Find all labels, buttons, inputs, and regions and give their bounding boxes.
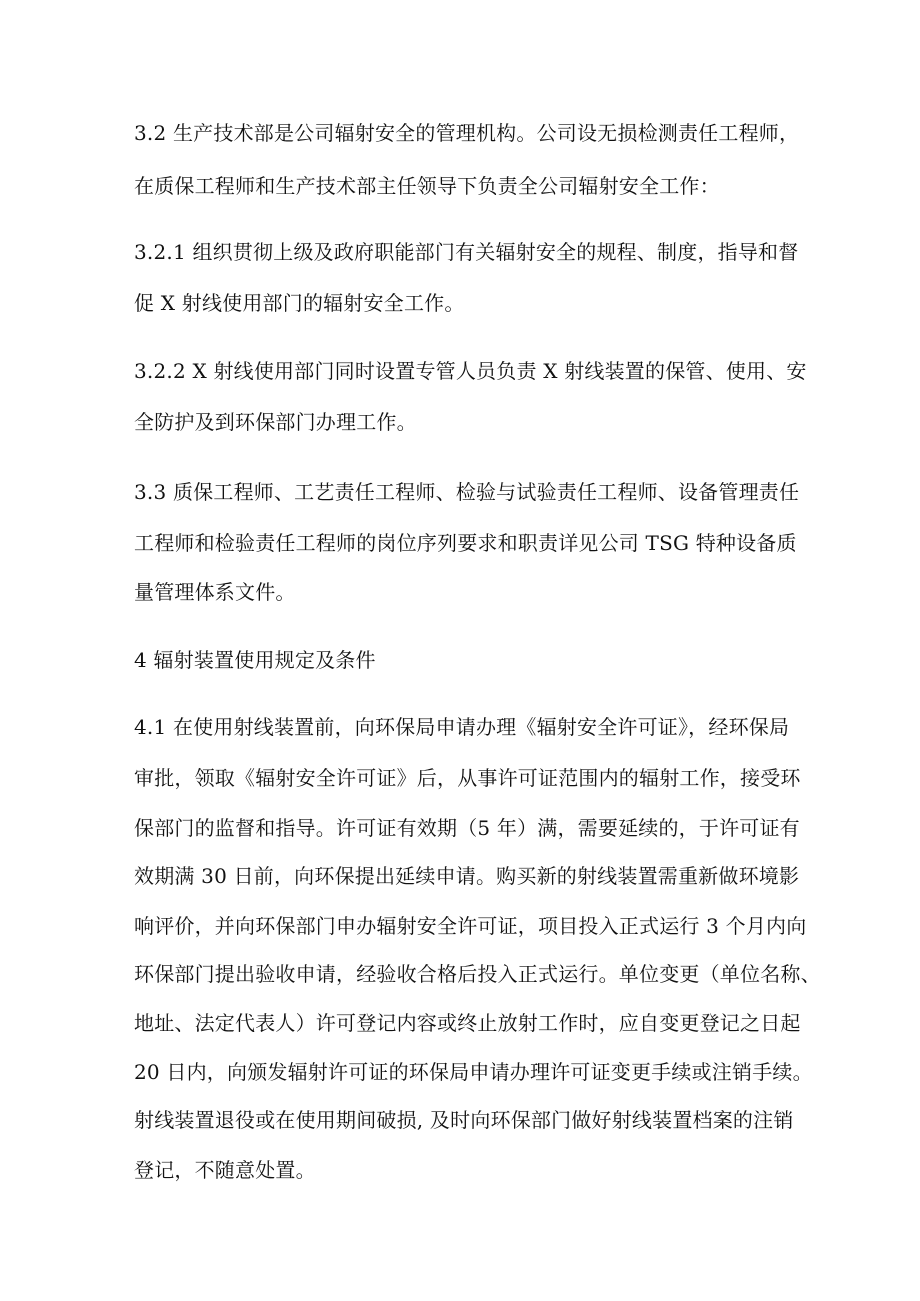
text-line: 保部门的监督和指导。许可证有效期（5 年）满，需要延续的，于许可证有 [134,816,800,840]
text-line: 量管理体系文件。 [134,580,296,604]
text-line: 全防护及到环保部门办理工作。 [134,410,417,434]
text-line: 3.2.1 组织贯彻上级及政府职能部门有关辐射安全的规程、制度，指导和督 [134,240,799,264]
text-line: 3.2.2 X 射线使用部门同时设置专管人员负责 X 射线装置的保管、使用、安 [134,359,807,383]
text-line: 环保部门提出验收申请，经验收合格后投入正式运行。单位变更（单位名称、 [134,962,821,986]
text-line: 促 X 射线使用部门的辐射安全工作。 [134,291,465,315]
text-line: 登记，不随意处置。 [134,1158,316,1182]
text-line: 响评价，并向环保部门申办辐射安全许可证，项目投入正式运行 3 个月内向 [134,914,807,938]
text-line: 在质保工程师和生产技术部主任领导下负责全公司辐射安全工作： [134,174,720,198]
text-line: 20 日内，向颁发辐射许可证的环保局申请办理许可证变更手续或注销手续。 [134,1060,813,1084]
text-line: 审批，领取《辐射安全许可证》后，从事许可证范围内的辐射工作，接受环 [134,766,801,790]
text-line: 4.1 在使用射线装置前，向环保局申请办理《辐射安全许可证》，经环保局 [134,715,790,739]
text-line: 地址、法定代表人）许可登记内容或终止放射工作时，应自变更登记之日起 [134,1011,801,1035]
text-line: 射线装置退役或在使用期间破损, 及时向环保部门做好射线装置档案的注销 [134,1108,794,1132]
text-line: 3.3 质保工程师、工艺责任工程师、检验与试验责任工程师、设备管理责任 [134,480,800,504]
text-line: 3.2 生产技术部是公司辐射安全的管理机构。公司设无损检测责任工程师， [134,121,800,145]
text-line: 工程师和检验责任工程师的岗位序列要求和职责详见公司 TSG 特种设备质 [134,531,797,555]
section-heading: 4 辐射装置使用规定及条件 [134,648,376,672]
text-line: 效期满 30 日前，向环保提出延续申请。购买新的射线装置需重新做环境影 [134,864,800,888]
